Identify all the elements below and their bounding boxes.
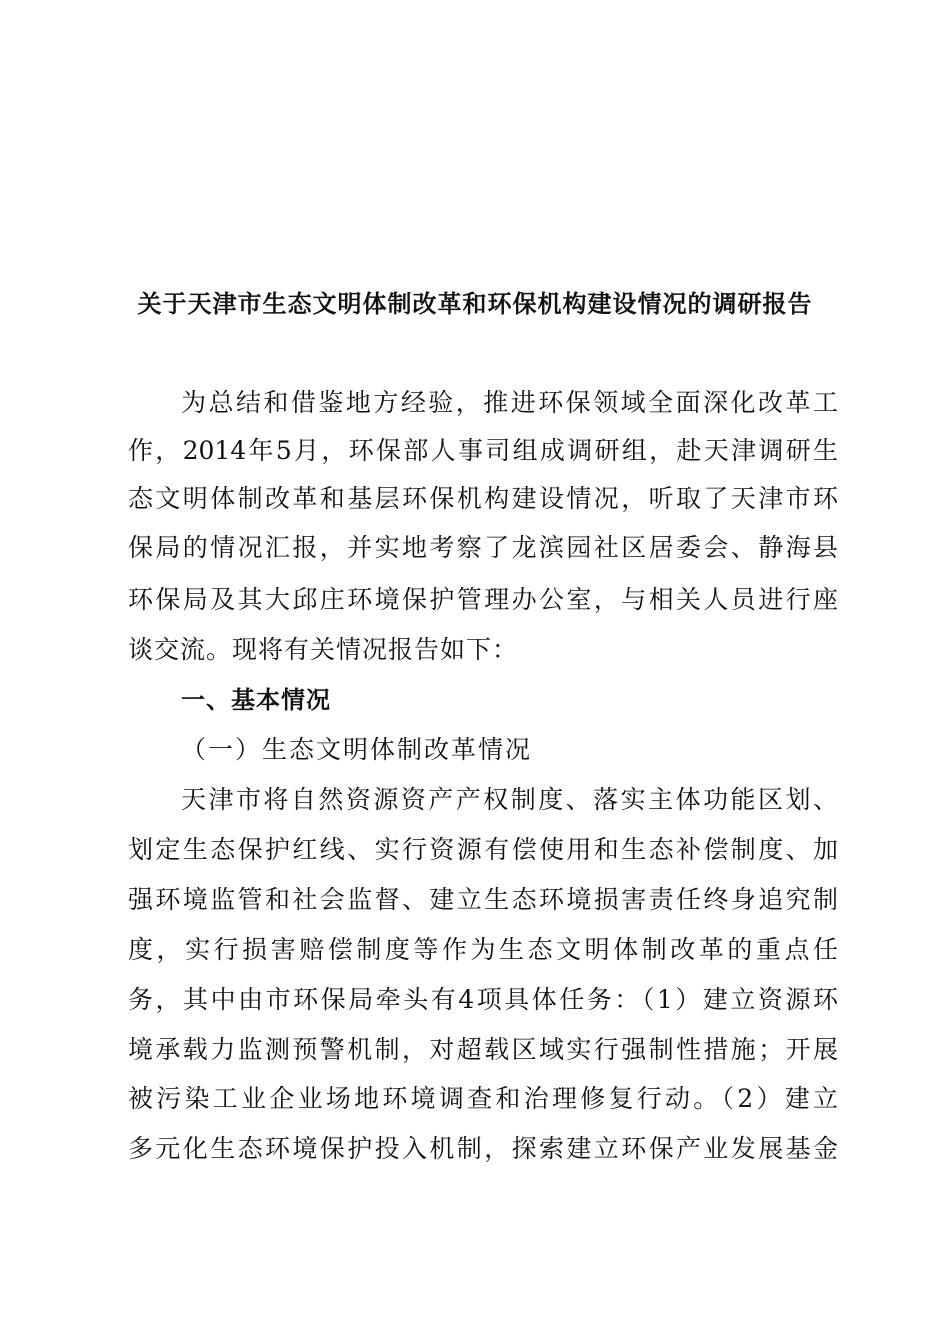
paragraph-2-line-7: 被污染工业企业场地环境调查和治理修复行动。（2）建立	[128, 1084, 838, 1113]
paragraph-2-line-8: 多元化生态环境保护投入机制，探索建立环保产业发展基金	[128, 1134, 838, 1163]
paragraph-2-line-2: 划定生态保护红线、实行资源有偿使用和生态补偿制度、加	[128, 835, 838, 864]
subsection-1-heading: （一）生态文明体制改革情况	[181, 735, 533, 764]
paragraph-1-line-3: 态文明体制改革和基层环保机构建设情况，听取了天津市环	[128, 484, 838, 513]
paragraph-2-line-4: 度，实行损害赔偿制度等作为生态文明体制改革的重点任	[128, 935, 838, 964]
paragraph-1-line-4: 保局的情况汇报，并实地考察了龙滨园社区居委会、静海县	[128, 533, 838, 562]
paragraph-2-line-5: 务，其中由市环保局牵头有4项具体任务：（1）建立资源环	[128, 985, 838, 1014]
paragraph-1-line-5: 环保局及其大邱庄环境保护管理办公室，与相关人员进行座	[128, 585, 838, 614]
paragraph-1-line-6: 谈交流。现将有关情况报告如下：	[128, 635, 519, 664]
paragraph-2-line-3: 强环境监管和社会监督、建立生态环境损害责任终身追究制	[128, 885, 838, 914]
paragraph-2-line-6: 境承载力监测预警机制，对超载区域实行强制性措施；开展	[128, 1035, 838, 1064]
paragraph-1-line-2: 作，2014年5月，环保部人事司组成调研组，赴天津调研生	[128, 436, 838, 465]
section-1-heading: 一、基本情况	[181, 686, 331, 714]
document-title: 关于天津市生态文明体制改革和环保机构建设情况的调研报告	[137, 290, 813, 318]
paragraph-1-line-1: 为总结和借鉴地方经验，推进环保领域全面深化改革工	[181, 388, 838, 417]
paragraph-2-line-1: 天津市将自然资源资产产权制度、落实主体功能区划、	[181, 785, 838, 814]
